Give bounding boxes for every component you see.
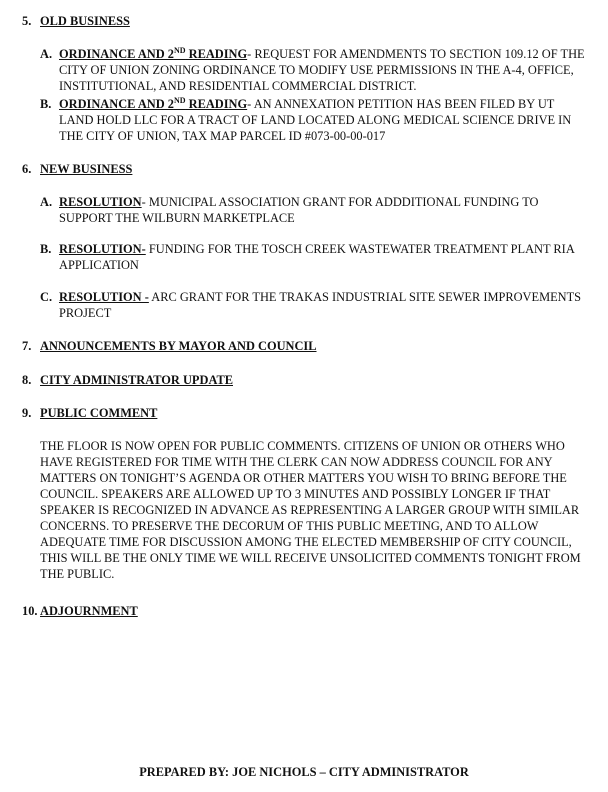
- new-business-item-a: [40, 194, 587, 226]
- public-comment-paragraph: THE FLOOR IS NOW OPEN FOR PUBLIC COMMENTS. CITIZENS OF UNION OR OTHERS WHO HAVE REGISTERED FOR TIME WITH THE CLERK CAN NOW ADDRESS COUNCIL FOR ANY MATTERS ON TONIGHT’S AGENDA OR OTHER MATTERS YOU WISH TO BRING BEFORE THE COUNCIL. SPEAKERS ARE ALLOWED UP TO 3 MINUTES AND POSSIBLY LONGER IF THAT SPEAKER IS RECOGNIZED IN ADVANCE AS REPRESENTING A LARGER GROUP WITH SIMILAR CONCERNS. TO PRESERVE THE DECORUM OF THIS PUBLIC MEETING, AND TO ALLOW ADEQUATE TIME FOR DISCUSSION AMONG THE ELECTED MEMBERSHIP OF CITY COUNCIL, THIS WILL BE THE ONLY TIME WE WILL RECEIVE UNSOLICITED COMMENTS TONIGHT FROM THE PUBLIC.: [40, 439, 581, 581]
- section-7-title: ANNOUNCEMENTS BY MAYOR AND COUNCIL: [40, 339, 317, 353]
- item-text: ARC GRANT FOR THE TRAKAS INDUSTRIAL SITE SEWER IMPROVEMENTS PROJECT: [59, 290, 582, 320]
- section-8-number: 8.: [22, 373, 32, 387]
- section-6-title: NEW BUSINESS: [40, 162, 133, 176]
- section-9-title: PUBLIC COMMENT: [40, 406, 158, 420]
- section-7-number: 7.: [22, 339, 32, 353]
- item-lead: RESOLUTION: [59, 195, 142, 209]
- new-business-item-c: [40, 289, 587, 321]
- old-business-item-a: [40, 45, 587, 94]
- item-text: FUNDING FOR THE TOSCH CREEK WASTEWATER TREATMENT PLANT RIA APPLICATION: [59, 242, 575, 272]
- item-letter: B.: [40, 97, 52, 111]
- item-lead: RESOLUTION -: [59, 290, 149, 304]
- item-lead: ORDINANCE AND 2ND READING: [59, 95, 248, 111]
- section-9-number: 9.: [22, 406, 32, 420]
- item-text: - AN ANNEXATION PETITION HAS BEEN FILED BY UT LAND HOLD LLC FOR A TRACT OF LAND LOCATED ALONG MEDICAL SCIENCE DRIVE IN THE CITY OF UNION, TAX MAP PARCEL ID #073-00-00-017: [59, 97, 572, 143]
- old-business-item-b: [40, 95, 587, 144]
- item-letter: B.: [40, 242, 52, 256]
- item-text: - MUNICIPAL ASSOCIATION GRANT FOR ADDDITIONAL FUNDING TO SUPPORT THE WILBURN MARKETPLACE: [59, 195, 539, 225]
- item-letter: A.: [40, 47, 53, 61]
- section-5-title: OLD BUSINESS: [40, 14, 130, 28]
- section-10-title: ADJOURNMENT: [40, 604, 138, 618]
- item-lead: ORDINANCE AND 2ND READING: [59, 45, 248, 61]
- new-business-item-b: [40, 241, 587, 273]
- section-8-title: CITY ADMINISTRATOR UPDATE: [40, 373, 233, 387]
- item-letter: A.: [40, 195, 53, 209]
- item-text: - REQUEST FOR AMENDMENTS TO SECTION 109.12 OF THE CITY OF UNION ZONING ORDINANCE TO MODIFY USE PERMISSIONS IN THE A-4, OFFICE, INSTITUTIONAL, AND RESIDENTIAL COMMERCIAL DISTRICT.: [59, 47, 585, 93]
- prepared-by-footer: PREPARED BY: JOE NICHOLS – CITY ADMINISTRATOR: [139, 765, 469, 779]
- item-lead: RESOLUTION-: [59, 242, 146, 256]
- section-10-number: 10.: [22, 604, 38, 618]
- section-6-number: 6.: [22, 162, 32, 176]
- section-5-number: 5.: [22, 14, 32, 28]
- item-letter: C.: [40, 290, 53, 304]
